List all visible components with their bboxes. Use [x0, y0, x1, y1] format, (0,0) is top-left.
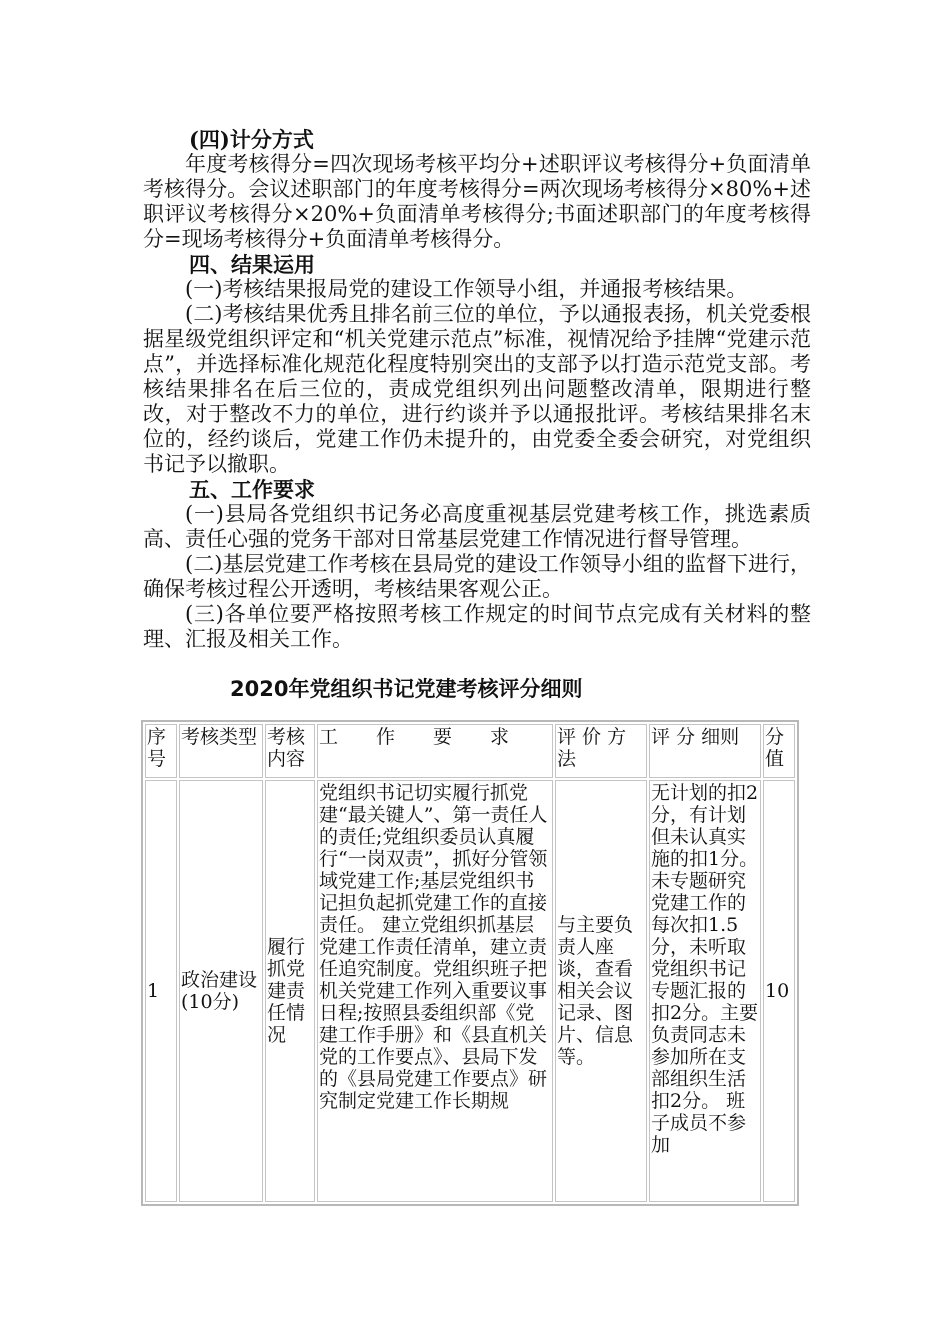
- section-heading-scoring: (四)计分方式: [189, 127, 314, 152]
- cell-detail: [649, 780, 761, 1202]
- score-table: [141, 720, 799, 1206]
- section-heading-results: 四、结果运用: [189, 252, 315, 277]
- cell-score: 10: [763, 780, 795, 1202]
- cell-requirement-text: 党组织书记切实履行抓党建“最关键人”、第一责任人的责任;党组织委员认真履行“一岗双责”，抓好分管领域党建工作;基层党组织书记担负起抓党建工作的直接责任。 建立党组织抓基层党建工作责任清单，建立责任追究制度。党组织班子把机关党建工作列入重要议事日程;按照县委组织部《党建工作手册》和《县直机关党的工作要点》、县局下发的《县局党建工作要点》研究制定党建工作长期规: [319, 782, 548, 1112]
- paragraph-scoring: 年度考核得分=四次现场考核平均分+述职评议考核得分+负面清单考核得分。会议述职部门的年度考核得分=两次现场考核得分×80%+述职评议考核得分×20%+负面清单考核得分;书面述职部门的年度考核得分=现场考核得分+负面清单考核得分。: [143, 152, 811, 251]
- cell-requirement: [317, 780, 553, 1202]
- cell-type: 政治建设 (10分): [179, 780, 263, 1202]
- table-title: 2020年党组织书记党建考核评分细则: [230, 677, 583, 701]
- header-type: 考核类型: [179, 724, 263, 778]
- cell-seq: 1: [145, 780, 177, 1202]
- header-method: 评 价 方法: [555, 724, 647, 778]
- paragraph-results-2: (二)考核结果优秀且排名前三位的单位，予以通报表扬，机关党委根据星级党组织评定和“机关党建示范点”标准，视情况给予挂牌“党建示范点”，并选择标准化规范化程度特别突出的支部予以打造示范党支部。考核结果排名在后三位的，责成党组织列出问题整改清单，限期进行整改，对于整改不力的单位，进行约谈并予以通报批评。考核结果排名末位的，经约谈后，党建工作仍未提升的，由党委全委会研究，对党组织书记予以撤职。: [143, 302, 811, 476]
- paragraph-results-1: (一)考核结果报局党的建设工作领导小组，并通报考核结果。: [185, 277, 748, 301]
- header-requirement: 工 作 要 求: [317, 724, 553, 778]
- body-text: [143, 127, 811, 652]
- paragraph-requirements-3: (三)各单位要严格按照考核工作规定的时间节点完成有关材料的整理、汇报及相关工作。: [143, 602, 811, 651]
- cell-method: 与主要负责人座谈，查看相关会议记录、图片、信息等。: [555, 780, 647, 1202]
- section-heading-requirements: 五、工作要求: [189, 477, 315, 502]
- header-score: 分值: [763, 724, 795, 778]
- cell-content: 履行抓党建责任情况: [265, 780, 315, 1202]
- header-detail: 评 分 细则: [649, 724, 761, 778]
- table-row: [145, 780, 795, 1202]
- header-content: 考核内容: [265, 724, 315, 778]
- paragraph-requirements-1: (一)县局各党组织书记务必高度重视基层党建考核工作，挑选素质高、责任心强的党务干部对日常基层党建工作情况进行督导管理。: [143, 502, 811, 551]
- cell-detail-text: 无计划的扣2分，有计划但未认真实施的扣1分。未专题研究党建工作的每次扣1.5分，未听取党组织书记专题汇报的扣2分。主要负责同志未参加所在支部组织生活扣2分。 班子成员不参加: [651, 782, 759, 1156]
- paragraph-requirements-2: (二)基层党建工作考核在县局党的建设工作领导小组的监督下进行，确保考核过程公开透明，考核结果客观公正。: [143, 552, 811, 601]
- header-seq: 序号: [145, 724, 177, 778]
- table-header-row: [145, 724, 795, 778]
